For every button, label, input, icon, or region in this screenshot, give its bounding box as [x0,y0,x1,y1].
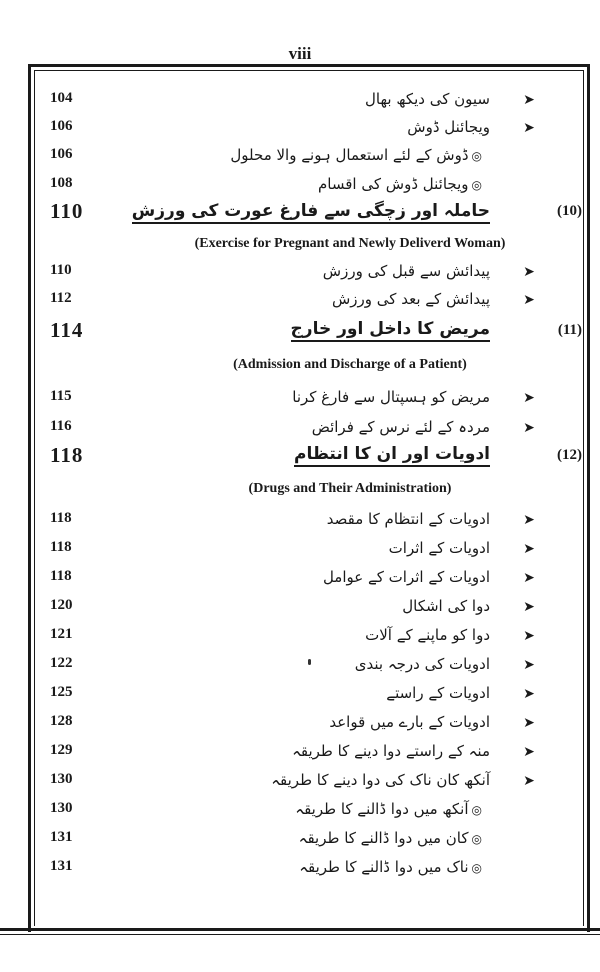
toc-entry-text: ادویات کے اثرات [388,539,490,557]
chapter-title: حاملہ اور زچگی سے فارغ عورت کی ورزش [132,200,490,224]
toc-entry-text: دوا کو ماپنے کے آلات [365,626,490,644]
circle-bullet-icon: ◎ [471,832,482,846]
page-ref: 131 [50,858,73,874]
toc-subentry-text [318,175,482,193]
toc-subentry-label: کان میں دوا ڈالنے کا طریقہ [298,829,469,847]
toc-row [0,597,600,627]
toc-subentry-text [299,829,482,847]
chapter-number: (10) [557,203,582,219]
arrow-bullet-icon: ➤ [523,420,535,436]
page-ref: 129 [50,742,73,758]
arrow-bullet-icon: ➤ [523,120,535,136]
toc-row [0,90,600,120]
toc-subentry-text [230,146,482,164]
chapter-title: مریض کا داخل اور خارج [291,319,490,342]
toc-entry-text: ویجائنل ڈوش [407,118,490,136]
toc-row [0,742,600,772]
toc-entry-text: پیدائش کے بعد کی ورزش [331,290,490,308]
toc-row [0,539,600,569]
toc-row [0,626,600,656]
toc-row [0,510,600,540]
english-subtitle: (Admission and Discharge of a Patient) [233,357,467,372]
toc-row [0,713,600,743]
page-ref: 121 [50,626,73,642]
toc-entry-text: مریض کو ہسپتال سے فارغ کرنا [292,388,490,406]
arrow-bullet-icon: ➤ [523,541,535,557]
circle-bullet-icon: ◎ [471,803,482,817]
print-speck [308,659,311,665]
toc-subentry-text [299,858,482,876]
toc-row [0,318,600,352]
page-ref: 122 [50,655,73,671]
page-ref: 110 [50,262,72,278]
toc-subentry-label: ڈوش کے لئے استعمال ہونے والا محلول [230,146,469,164]
toc-row [0,357,600,387]
arrow-bullet-icon: ➤ [523,390,535,406]
toc-entry-text: ادویات کے راستے [386,684,490,702]
toc-subentry-label: آنکھ میں دوا ڈالنے کا طریقہ [295,800,469,818]
toc-row [0,118,600,148]
arrow-bullet-icon: ➤ [523,570,535,586]
circle-bullet-icon: ◎ [471,149,482,163]
toc-row [0,146,600,176]
toc-row [0,388,600,418]
page-ref: 106 [50,118,73,134]
page-number: viii [288,44,312,63]
toc-row [0,858,600,888]
toc-row [0,684,600,714]
arrow-bullet-icon: ➤ [523,512,535,528]
toc-row [0,655,600,685]
page-ref: 106 [50,146,73,162]
arrow-bullet-icon: ➤ [523,264,535,280]
arrow-bullet-icon: ➤ [523,92,535,108]
arrow-bullet-icon: ➤ [523,657,535,673]
toc-entry-text: ادویات کے اثرات کے عوامل [322,568,490,586]
toc-row [0,290,600,320]
page-ref: 114 [50,318,84,342]
page-ref: 130 [50,800,73,816]
arrow-bullet-icon: ➤ [523,628,535,644]
page-ref: 130 [50,771,73,787]
toc-entry-text: ادویات کے انتظام کا مقصد [326,510,490,528]
toc-entry-text: منہ کے راستے دوا دینے کا طریقہ [292,742,490,760]
page-ref: 120 [50,597,73,613]
toc-row [0,568,600,598]
page-border-bottom-inner [0,934,600,935]
toc-subentry-text [295,800,482,818]
page-ref: 116 [50,418,72,434]
page-border-bottom [0,928,600,931]
page-ref: 110 [50,199,84,223]
page-ref: 118 [50,568,72,584]
circle-bullet-icon: ◎ [471,861,482,875]
toc-entry-text: دوا کی اشکال [402,597,490,615]
chapter-title: ادویات اور ان کا انتظام [294,444,490,467]
toc-row [0,829,600,859]
page-ref: 108 [50,175,73,191]
toc-entry-text: پیدائش سے قبل کی ورزش [322,262,490,280]
chapter-number: (12) [557,447,582,463]
page-ref: 118 [50,539,72,555]
page-ref: 115 [50,388,72,404]
toc-row [0,262,600,292]
toc-entry-text: سیون کی دیکھ بھال [365,90,490,108]
page-ref: 118 [50,510,72,526]
english-subtitle: (Drugs and Their Administration) [248,481,452,496]
arrow-bullet-icon: ➤ [523,744,535,760]
page-ref: 112 [50,290,72,306]
toc-entry-text: مردہ کے لئے نرس کے فرائض [311,418,490,436]
toc-subentry-label: ویجائنل ڈوش کی اقسام [318,175,469,193]
english-subtitle: (Exercise for Pregnant and Newly Deliverd Woman) [194,236,506,251]
page-ref: 104 [50,90,73,106]
arrow-bullet-icon: ➤ [523,773,535,789]
toc-entry-text: ادویات کی درجہ بندی [354,655,490,673]
toc-subentry-label: ناک میں دوا ڈالنے کا طریقہ [299,858,469,876]
page-ref: 118 [50,443,84,467]
toc-row [0,800,600,830]
arrow-bullet-icon: ➤ [523,292,535,308]
toc-row [0,481,600,511]
circle-bullet-icon: ◎ [471,178,482,192]
page-ref: 125 [50,684,73,700]
page-ref: 128 [50,713,73,729]
toc-entry-text: آنکھ کان ناک کی دوا دینے کا طریقہ [271,771,490,789]
toc-row [0,199,600,233]
toc-row [0,771,600,801]
arrow-bullet-icon: ➤ [523,715,535,731]
arrow-bullet-icon: ➤ [523,599,535,615]
arrow-bullet-icon: ➤ [523,686,535,702]
toc-entry-text: ادویات کے بارے میں قواعد [329,713,490,731]
toc-row [0,443,600,477]
chapter-number: (11) [557,322,582,338]
page-ref: 131 [50,829,73,845]
